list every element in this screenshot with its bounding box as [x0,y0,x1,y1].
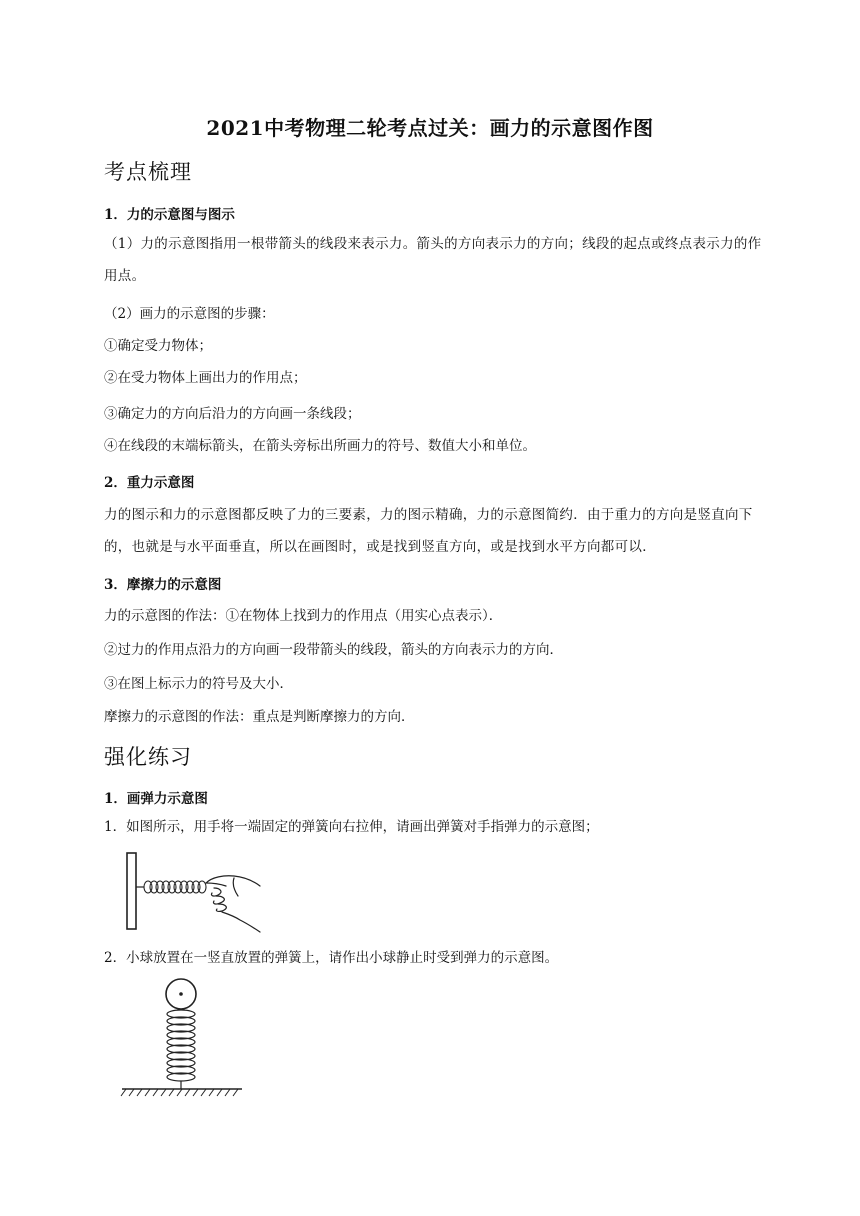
spring-hand-figure [120,850,270,935]
paragraph-gravity: 力的图示和力的示意图都反映了力的三要素，力的图示精确，力的示意图简约．由于重力的方向是竖直向下的，也就是与水平面垂直，所以在画图时，或是找到竖直方向，或是找到水平方向都可以． [104,507,753,555]
section-heading-practice: 强化练习 [104,745,192,769]
paragraph-steps-intro: （2）画力的示意图的步骤： [104,306,275,322]
subheading-friction: 3．摩擦力的示意图 [104,577,222,593]
step-2: ②在受力物体上画出力的作用点； [104,370,307,386]
step-1: ①确定受力物体； [104,338,212,354]
subheading-gravity: 2．重力示意图 [104,475,195,491]
friction-method: 摩擦力的示意图的作法：重点是判断摩擦力的方向． [104,709,415,725]
subheading-elastic-force: 1．画弹力示意图 [104,791,208,807]
step-3: ③确定力的方向后沿力的方向画一条线段； [104,406,361,422]
friction-step-2: ②过力的作用点沿力的方向画一段带箭头的线段，箭头的方向表示力的方向． [104,642,563,658]
step-4: ④在线段的末端标箭头，在箭头旁标出所画力的符号、数值大小和单位。 [104,438,536,454]
section-heading-review: 考点梳理 [104,160,192,184]
ball-on-spring-figure [118,976,248,1101]
paragraph-force-diagram-definition: （1）力的示意图指用一根带箭头的线段来表示力。箭头的方向表示力的方向；线段的起点或终点表示力的作用点。 [104,236,762,284]
subheading-force-diagram: 1．力的示意图与图示 [104,207,235,223]
friction-step-1: 力的示意图的作法：①在物体上找到力的作用点（用实心点表示）． [104,608,503,624]
question-1: 1．如图所示，用手将一端固定的弹簧向右拉伸，请画出弹簧对手指弹力的示意图； [104,819,599,835]
friction-step-3: ③在图上标示力的符号及大小． [104,676,293,692]
page-title: 2021中考物理二轮考点过关：画力的示意图作图 [206,116,654,140]
question-2: 2．小球放置在一竖直放置的弹簧上，请作出小球静止时受到弹力的示意图。 [104,950,559,966]
